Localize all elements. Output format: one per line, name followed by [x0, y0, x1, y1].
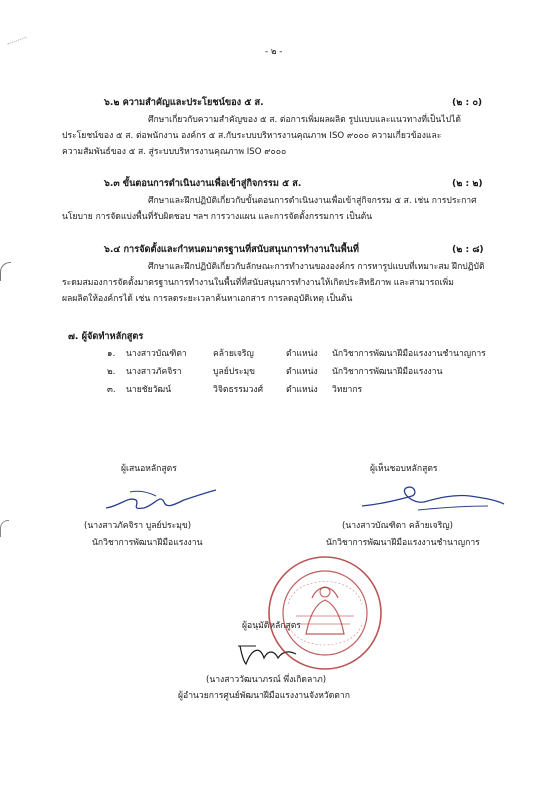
endorser-position: นักวิชาการพัฒนาฝีมือแรงงานชำนาญการ	[326, 538, 480, 548]
proposer-signature	[100, 478, 220, 520]
endorser-signature	[358, 474, 508, 518]
proposer-name: (นางสาวภัคจิรา บูลย์ประมุข)	[84, 521, 192, 531]
author-number: ๓.	[107, 385, 116, 395]
section-text-line: ระดมสมองการจัดตั้งมาตรฐานการทำงานในพื้นที่ที่สนับสนุนการทำงานให้เกิดประสิทธิภาพ และสามารถเพิ่ม	[62, 278, 454, 288]
author-position: วิทยากร	[332, 385, 363, 395]
section-title: ๖.๒ ความสำคัญและประโยชน์ของ ๕ ส.	[104, 97, 264, 108]
approver-label: ผู้อนุมัติหลักสูตร	[242, 621, 301, 631]
author-position-label: ตำแหน่ง	[286, 349, 318, 359]
author-position: นักวิชาการพัฒนาฝีมือแรงงานชำนาญการ	[332, 349, 486, 359]
author-name: นางสาวบัณฑิตา	[126, 349, 187, 359]
punch-hole-edge	[0, 262, 11, 281]
section-title: ๖.๔ การจัดตั้งและกำหนดมาตรฐานที่สนับสนุนการทำงานในพื้นที่	[104, 244, 359, 255]
proposer-position: นักวิชาการพัฒนาฝีมือแรงงาน	[92, 538, 203, 548]
section-hours: (๒ : ๒)	[452, 178, 483, 189]
proposer-label: ผู้เสนอหลักสูตร	[121, 464, 177, 474]
author-surname: คล้ายเจริญ	[213, 349, 254, 359]
authors-title: ๗. ผู้จัดทำหลักสูตร	[68, 331, 144, 342]
author-surname: บูลย์ประมุข	[213, 367, 255, 377]
section-hours: (๒ : ๘)	[452, 244, 484, 255]
section-text-line: ผลผลิตให้องค์กรได้ เช่น การลดระยะเวลาค้นหาเอกสาร การลดอุบัติเหตุ เป็นต้น	[62, 294, 353, 304]
punch-hole-edge	[0, 520, 9, 537]
approver-name: (นางสาววัฒนาภรณ์ พึ่งเกิดลาภ)	[206, 675, 327, 685]
endorser-name: (นางสาวบัณฑิตา คล้ายเจริญ)	[342, 521, 453, 531]
endorser-label: ผู้เห็นชอบหลักสูตร	[370, 464, 438, 474]
author-name: นางสาวภัคจิรา	[126, 367, 182, 377]
author-position: นักวิชาการพัฒนาฝีมือแรงงาน	[332, 367, 443, 377]
author-number: ๒.	[107, 367, 116, 377]
author-position-label: ตำแหน่ง	[286, 385, 318, 395]
section-text-line: ศึกษาเกี่ยวกับความสำคัญของ ๕ ส. ต่อการเพิ่มผลผลิต รูปแบบและแนวทางที่เป็นไปได้	[148, 115, 461, 125]
page-number: - ๒ -	[265, 47, 283, 57]
author-position-label: ตำแหน่ง	[286, 367, 318, 377]
section-text-line: ศึกษาและฝึกปฏิบัติเกี่ยวกับขั้นตอนการดำเนินงานเพื่อเข้าสู่กิจกรรม ๕ ส. เช่น การประกาศ	[148, 196, 477, 206]
approver-position: ผู้อำนวยการศูนย์พัฒนาฝีมือแรงงานจังหวัดตาก	[178, 691, 350, 701]
section-text-line: ประโยชน์ของ ๕ ส. ต่อพนักงาน องค์กร ๕ ส.กับระบบบริหารงานคุณภาพ ISO ๙๐๐๐ ความเกี่ยวข้องและ	[62, 131, 442, 141]
author-surname: วิจิตธรรมวงศ์	[213, 385, 264, 395]
page-corner-mark	[7, 37, 28, 50]
section-text-line: ศึกษาและฝึกปฏิบัติเกี่ยวกับลักษณะการทำงานขององค์กร การหารูปแบบที่เหมาะสม ฝึกปฏิบัติ	[148, 262, 485, 272]
section-text-line: ความสัมพันธ์ของ ๕ ส. สู่ระบบบริหารงานคุณภาพ ISO ๙๐๐๐	[62, 147, 287, 157]
official-seal-stamp	[266, 554, 384, 672]
author-name: นายชัยวัฒน์	[126, 385, 172, 395]
section-text-line: นโยบาย การจัดแบ่งพื้นที่รับผิดชอบ ฯลฯ การวางแผน และการจัดตั้งกรรมการ เป็นต้น	[62, 212, 373, 222]
section-title: ๖.๓ ขั้นตอนการดำเนินงานเพื่อเข้าสู่กิจกรรม ๕ ส.	[104, 178, 302, 189]
section-hours: (๒ : ๐)	[452, 97, 483, 108]
author-number: ๑.	[107, 349, 116, 359]
